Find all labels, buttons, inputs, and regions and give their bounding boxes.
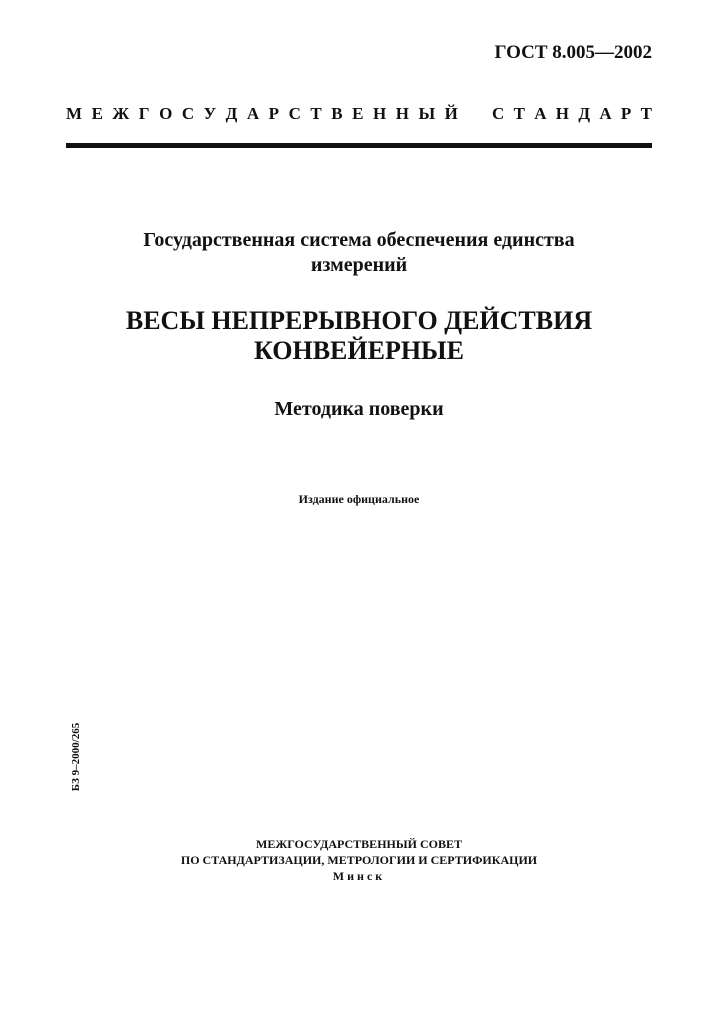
- header-letter: А: [599, 104, 612, 123]
- header-word-interstate: [66, 104, 458, 124]
- header-letter: О: [159, 104, 173, 123]
- header-letter: А: [246, 104, 260, 123]
- header-letter: Й: [444, 104, 458, 123]
- header-letter: Е: [352, 104, 364, 123]
- main-title-line: КОНВЕЙЕРНЫЕ: [254, 336, 464, 365]
- header-letter: В: [331, 104, 343, 123]
- publisher-city: Минск: [332, 869, 386, 883]
- side-code: [69, 712, 83, 802]
- main-title-line: ВЕСЫ НЕПРЕРЫВНОГО ДЕЙСТВИЯ: [125, 306, 593, 335]
- header-letter: У: [203, 104, 217, 123]
- header-letter: С: [181, 104, 195, 123]
- header-letter: Д: [225, 104, 238, 123]
- header-letter: Т: [310, 104, 322, 123]
- standard-number: ГОСТ 8.005—2002: [494, 42, 652, 63]
- header-letter: Т: [640, 104, 652, 123]
- series-title: [60, 228, 658, 278]
- header-letter: Т: [513, 104, 525, 123]
- header-letter: А: [534, 104, 547, 123]
- publisher-block: [60, 836, 658, 884]
- series-title-line: Государственная система обеспечения единства: [143, 229, 575, 251]
- header-letter: Е: [91, 104, 103, 123]
- subtitle: Методика поверки: [274, 398, 444, 420]
- side-code-text: БЗ 9–2000/265: [70, 722, 82, 792]
- header-letter: С: [492, 104, 505, 123]
- publisher-line: МЕЖГОСУДАРСТВЕННЫЙ СОВЕТ: [256, 837, 462, 851]
- header-letter: Н: [395, 104, 409, 123]
- header-letter: М: [66, 104, 83, 123]
- publisher-line: ПО СТАНДАРТИЗАЦИИ, МЕТРОЛОГИИ И СЕРТИФИКАЦИИ: [180, 853, 538, 867]
- header-word-standard: [492, 104, 652, 124]
- edition-note: Издание официальное: [298, 492, 420, 506]
- header-letter: Р: [268, 104, 280, 123]
- header-letter: Г: [138, 104, 150, 123]
- series-title-line: измерений: [310, 254, 408, 276]
- header-letter: С: [288, 104, 301, 123]
- header-letter: Ж: [112, 104, 130, 123]
- header-letter: Д: [578, 104, 591, 123]
- header-rule: [66, 143, 652, 148]
- interstate-standard-header: [66, 104, 652, 124]
- header-letter: Н: [555, 104, 570, 123]
- header-letter: Ы: [418, 104, 436, 123]
- header-letter: Р: [620, 104, 632, 123]
- header-letter: Н: [372, 104, 387, 123]
- main-title: [40, 306, 678, 366]
